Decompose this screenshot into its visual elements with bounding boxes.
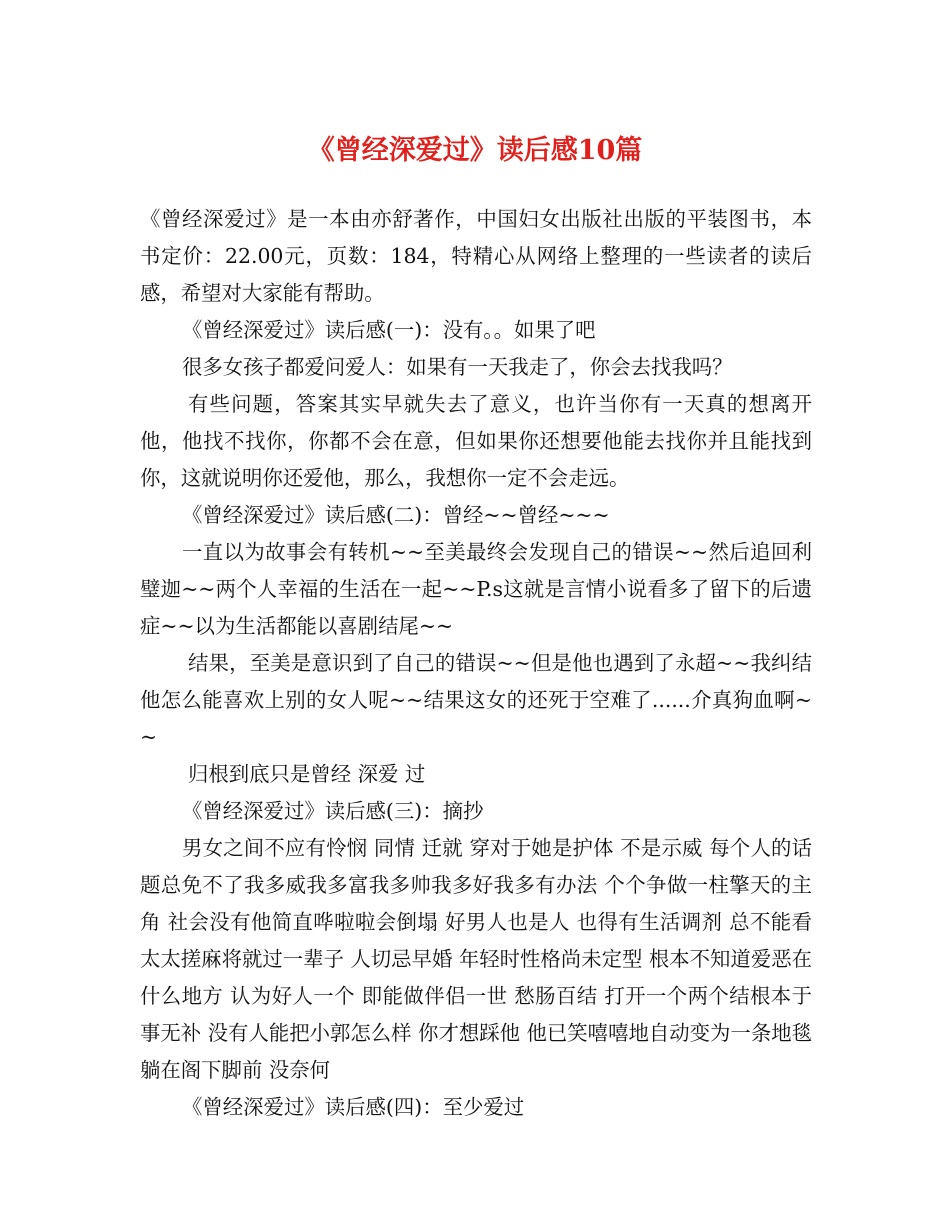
paragraph: 有些问题，答案其实早就失去了意义，也许当你有一天真的想离开他，他找不找你，你都不会在意，但如果你还想要他能去找你并且能找到你，这就说明你还爱他，那么，我想你一定不会走远。 — [140, 392, 812, 490]
paragraph: 一直以为故事会有转机~~至美最终会发现自己的错误~~然后追回利璧迦~~两个人幸福的生活在一起~~P.s这就是言情小说看多了留下的后遗症~~以为生活都能以喜剧结尾~~ — [140, 540, 812, 638]
paragraph: 归根到底只是曾经 深爱 过 — [188, 762, 426, 786]
section-heading-3: 《曾经深爱过》读后感(三)：摘抄 — [182, 799, 484, 823]
intro-paragraph: 《曾经深爱过》是一本由亦舒著作，中国妇女出版社出版的平装图书，本书定价：22.00元，页数：184，特精心从网络上整理的一些读者的读后感，希望对大家能有帮助。 — [140, 207, 812, 305]
paragraph: 男女之间不应有怜悯 同情 迁就 穿对于她是护体 不是示威 每个人的话题总免不了我多威我多富我多帅我多好我多有办法 个个争做一柱擎天的主角 社会没有他简直哗啦啦会倒塌 好男人也是人 也得有生活调剂 总不能看太太搓麻将就过一辈子 人切忌早婚 年轻时性格尚未定型 根本不知道爱恶在什么地方 认为好人一个 即能做伴侣一世 愁肠百结 打开一个两个结根本于事无补 没有人能把小郭怎么样 你才想踩他 他已笑嘻嘻地自动变为一条地毯躺在阁下脚前 没奈何 — [140, 836, 812, 1082]
section-heading-2: 《曾经深爱过》读后感(二)：曾经~~曾经~~~ — [182, 503, 610, 527]
section-heading-4: 《曾经深爱过》读后感(四)：至少爱过 — [182, 1095, 525, 1119]
section-heading-1: 《曾经深爱过》读后感(一)：没有。。如果了吧 — [182, 318, 596, 342]
document-title: 《曾经深爱过》读后感10篇 — [307, 135, 643, 166]
paragraph: 结果，至美是意识到了自己的错误~~但是他也遇到了永超~~我纠结他怎么能喜欢上别的女人呢~~结果这女的还死于空难了......介真狗血啊~~ — [140, 651, 812, 749]
paragraph: 很多女孩子都爱问爱人：如果有一天我走了，你会去找我吗？ — [182, 355, 733, 379]
document-body — [140, 201, 812, 1126]
